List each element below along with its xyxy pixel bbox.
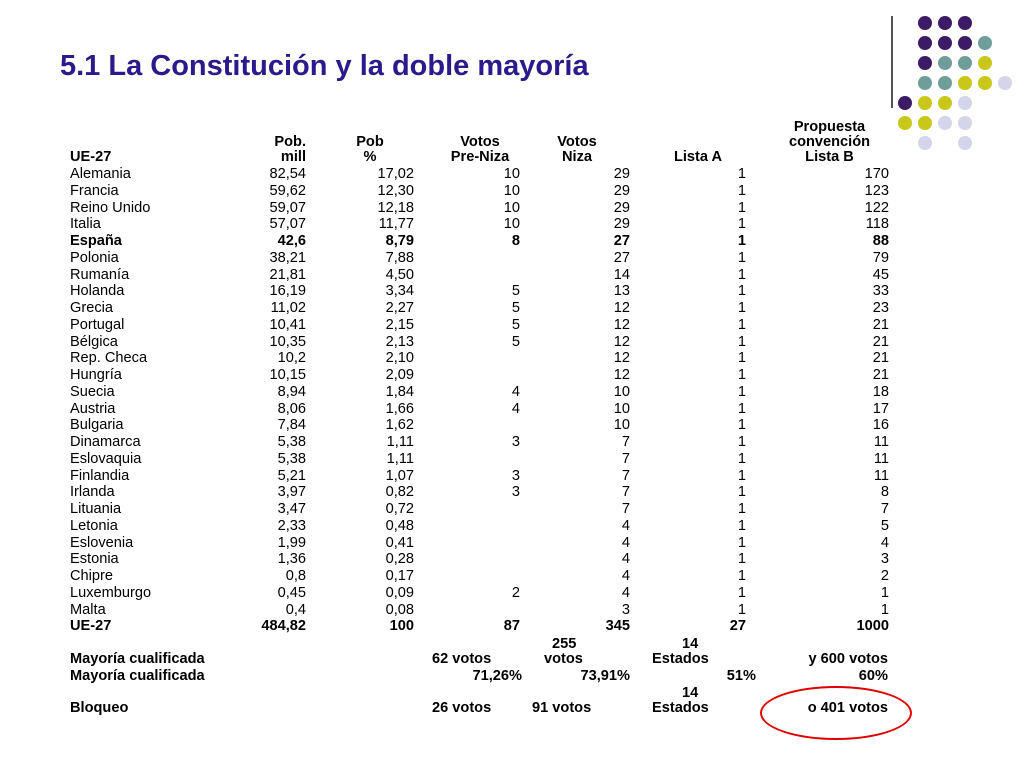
cell-votos-preniza <box>414 417 520 434</box>
cell-pob-mill: 3,97 <box>277 484 306 501</box>
decorative-dot <box>998 76 1012 90</box>
cell-pob-mill: 5,21 <box>277 467 306 484</box>
header-pob-mill: Pob. mill <box>274 134 306 165</box>
cell-votos-preniza: 4 <box>511 400 520 417</box>
cell-lista-b: 23 <box>872 300 889 316</box>
cell-lista-a: 1 <box>737 551 746 568</box>
decorative-dot <box>938 76 952 90</box>
cell-country: Dinamarca <box>70 434 141 450</box>
cell-country: Portugal <box>70 316 125 333</box>
table-row <box>70 183 889 200</box>
table-row <box>70 350 889 367</box>
cell-votos-preniza: 3 <box>511 434 520 450</box>
cell-votos-niza: 7 <box>621 484 630 501</box>
cell-pob-pct: 0,17 <box>385 568 414 584</box>
decorative-dot <box>938 16 952 30</box>
cell-country: Irlanda <box>70 484 115 501</box>
decorative-dot <box>978 56 992 70</box>
cell-country: Suecia <box>70 383 115 400</box>
cell-votos-preniza: 10 <box>503 182 520 199</box>
cell-pob-mill: 1,36 <box>277 551 306 568</box>
decorative-dot <box>918 96 932 110</box>
cell-votos-niza: 7 <box>621 450 630 467</box>
table-row <box>70 384 889 401</box>
table-row <box>70 602 889 619</box>
cell-votos-preniza: 8 <box>511 233 520 249</box>
cell-votos-preniza: 5 <box>511 316 520 333</box>
cell-votos-preniza <box>414 250 520 267</box>
cell-votos-niza: 14 <box>613 266 630 283</box>
cell-lista-b: 2 <box>880 568 889 584</box>
cell-country: Italia <box>70 216 101 233</box>
decorative-dot <box>918 116 932 130</box>
cell-country: Rumanía <box>70 266 130 283</box>
cell-votos-niza: 13 <box>613 283 630 300</box>
decorative-dot <box>898 96 912 110</box>
cell-pob-pct: 0,82 <box>385 484 414 501</box>
cell-pob-mill: 8,94 <box>277 383 306 400</box>
cell-country: Luxemburgo <box>70 584 152 601</box>
cell-lista-b: 122 <box>864 199 889 216</box>
decorative-dot <box>958 36 972 50</box>
header-pob-pct: Pob % <box>356 134 384 165</box>
cell-pob-mill: 21,81 <box>269 266 306 283</box>
cell-pob-pct: 0,09 <box>385 584 414 601</box>
cell-votos-preniza: 3 <box>511 467 520 484</box>
cell-votos-preniza <box>414 568 520 585</box>
cell-country: Malta <box>70 601 106 618</box>
summary-preniza: 71,26% <box>472 668 522 684</box>
cell-pob-pct: 1,11 <box>386 434 414 450</box>
cell-votos-niza: 4 <box>621 534 630 551</box>
cell-pob-mill: 38,21 <box>269 249 306 266</box>
cell-votos-preniza <box>414 267 520 284</box>
cell-votos-niza: 27 <box>613 249 630 266</box>
cell-lista-a: 1 <box>737 383 746 400</box>
cell-lista-a: 1 <box>737 300 746 316</box>
cell-lista-b: 1000 <box>856 618 889 635</box>
cell-votos-niza: 3 <box>621 601 630 618</box>
cell-lista-a: 1 <box>737 450 746 467</box>
cell-lista-b: 4 <box>880 534 889 551</box>
cell-country: Letonia <box>70 517 118 534</box>
table-header-row <box>70 120 889 166</box>
cell-pob-pct: 4,50 <box>385 266 414 283</box>
cell-lista-b: 7 <box>880 501 889 517</box>
decorative-dot <box>918 76 932 90</box>
cell-votos-preniza: 87 <box>503 618 520 635</box>
cell-pob-pct: 7,88 <box>385 249 414 266</box>
divider-line <box>891 16 893 108</box>
cell-pob-pct: 17,02 <box>377 166 414 182</box>
cell-votos-preniza: 5 <box>511 333 520 350</box>
cell-votos-niza: 4 <box>621 568 630 584</box>
decorative-dot <box>918 36 932 50</box>
cell-votos-preniza <box>414 602 520 619</box>
cell-pob-pct: 0,41 <box>385 534 414 551</box>
cell-country: España <box>70 233 122 249</box>
cell-pob-mill: 10,2 <box>277 350 306 367</box>
cell-pob-mill: 57,07 <box>269 216 306 233</box>
cell-pob-mill: 59,62 <box>269 182 306 199</box>
header-lista-b: Propuesta convención Lista B <box>788 119 871 165</box>
cell-votos-niza: 27 <box>613 233 630 249</box>
cell-pob-pct: 1,66 <box>385 400 414 417</box>
table-row <box>70 200 889 217</box>
decorative-dot <box>958 136 972 150</box>
cell-lista-a: 1 <box>737 568 746 584</box>
cell-votos-niza: 7 <box>621 501 630 517</box>
cell-pob-pct: 1,11 <box>386 450 414 467</box>
cell-lista-a: 1 <box>737 216 746 233</box>
cell-pob-mill: 484,82 <box>261 618 306 635</box>
cell-pob-pct: 0,08 <box>385 601 414 618</box>
table-row <box>70 518 889 535</box>
decorative-dot <box>918 136 932 150</box>
cell-lista-b: 21 <box>872 333 889 350</box>
decorative-dot <box>958 16 972 30</box>
cell-lista-a: 1 <box>737 584 746 601</box>
cell-lista-a: 1 <box>737 316 746 333</box>
table-row <box>70 334 889 351</box>
cell-pob-pct: 8,79 <box>385 233 414 249</box>
cell-lista-b: 45 <box>872 266 889 283</box>
cell-country: Francia <box>70 182 119 199</box>
cell-votos-niza: 4 <box>621 551 630 568</box>
cell-country: Eslovaquia <box>70 450 142 467</box>
table-row <box>70 166 889 183</box>
cell-lista-b: 118 <box>865 216 889 233</box>
cell-country: Austria <box>70 400 116 417</box>
table-row <box>70 367 889 384</box>
cell-votos-preniza <box>414 501 520 518</box>
decorative-dot <box>978 76 992 90</box>
decorative-dot <box>938 116 952 130</box>
cell-votos-niza: 345 <box>605 618 630 635</box>
cell-country: Finlandia <box>70 467 130 484</box>
cell-lista-a: 1 <box>737 350 746 367</box>
cell-pob-pct: 1,07 <box>385 467 414 484</box>
summary-lista-b: y 600 votos <box>808 651 888 667</box>
cell-lista-a: 1 <box>737 501 746 517</box>
summary-preniza: 26 votos <box>432 700 492 716</box>
cell-country: Alemania <box>70 166 131 182</box>
decorative-dot <box>918 16 932 30</box>
cell-lista-a: 1 <box>737 333 746 350</box>
decorative-dot <box>958 56 972 70</box>
cell-lista-b: 11 <box>873 434 889 450</box>
cell-votos-niza: 10 <box>613 400 630 417</box>
cell-lista-a: 1 <box>737 266 746 283</box>
cell-lista-a: 1 <box>737 434 746 450</box>
cell-lista-b: 170 <box>864 166 889 182</box>
cell-country: Rep. Checa <box>70 350 148 367</box>
cell-pob-pct: 100 <box>389 618 414 635</box>
table-row <box>70 568 889 585</box>
table-row <box>70 216 889 233</box>
table-row <box>70 434 889 451</box>
cell-country: Lituania <box>70 501 122 517</box>
cell-lista-b: 79 <box>872 249 889 266</box>
table-row <box>70 551 889 568</box>
cell-pob-mill: 8,06 <box>277 400 306 417</box>
cell-pob-pct: 2,10 <box>385 350 414 367</box>
summary-lista-a: 14 Estados <box>652 685 709 716</box>
cell-pob-mill: 82,54 <box>269 166 306 182</box>
cell-votos-preniza <box>414 535 520 552</box>
slide-title: 5.1 La Constitución y la doble mayoría <box>60 50 589 82</box>
table-row <box>70 535 889 552</box>
summary-label: Bloqueo <box>70 700 129 716</box>
cell-lista-a: 1 <box>737 199 746 216</box>
cell-lista-b: 123 <box>864 182 889 199</box>
cell-lista-a: 1 <box>737 166 746 182</box>
cell-pob-pct: 0,48 <box>385 517 414 534</box>
table-row <box>70 484 889 501</box>
summary-label: Mayoría cualificada <box>70 651 205 667</box>
cell-votos-niza: 4 <box>621 584 630 601</box>
cell-pob-pct: 2,15 <box>385 316 414 333</box>
table-row <box>70 417 889 434</box>
cell-pob-mill: 1,99 <box>277 534 306 551</box>
cell-votos-preniza: 10 <box>503 199 520 216</box>
cell-votos-niza: 12 <box>613 350 630 367</box>
table-row <box>70 250 889 267</box>
highlight-circle <box>760 686 912 740</box>
total-row <box>70 618 889 635</box>
cell-lista-a: 1 <box>737 417 746 434</box>
cell-pob-pct: 2,09 <box>385 367 414 383</box>
cell-pob-mill: 42,6 <box>277 233 306 249</box>
cell-pob-pct: 0,72 <box>385 501 414 517</box>
cell-votos-niza: 7 <box>621 467 630 484</box>
cell-votos-niza: 29 <box>613 199 630 216</box>
cell-lista-a: 1 <box>737 467 746 484</box>
cell-votos-niza: 4 <box>621 517 630 534</box>
cell-votos-preniza <box>414 451 520 468</box>
cell-pob-mill: 5,38 <box>277 450 306 467</box>
cell-lista-b: 16 <box>872 417 889 434</box>
cell-pob-pct: 1,84 <box>385 383 414 400</box>
summary-row-mayoria-votos <box>70 636 888 667</box>
cell-lista-b: 18 <box>872 383 889 400</box>
cell-lista-b: 21 <box>872 350 889 367</box>
cell-lista-b: 88 <box>872 233 889 249</box>
cell-votos-niza: 12 <box>613 333 630 350</box>
table-row <box>70 401 889 418</box>
cell-country: Chipre <box>70 568 113 584</box>
cell-votos-niza: 12 <box>613 316 630 333</box>
cell-pob-pct: 12,18 <box>377 199 414 216</box>
cell-lista-b: 1 <box>880 584 889 601</box>
header-lista-a: Lista A <box>673 149 723 165</box>
cell-votos-preniza: 2 <box>511 584 520 601</box>
cell-pob-mill: 10,41 <box>269 316 306 333</box>
decorative-dot <box>958 76 972 90</box>
summary-niza: 255 votos <box>544 636 583 667</box>
cell-lista-b: 33 <box>872 283 889 300</box>
decorative-dot <box>958 116 972 130</box>
cell-pob-mill: 0,8 <box>285 568 306 584</box>
cell-pob-mill: 2,33 <box>277 517 306 534</box>
cell-lista-b: 21 <box>872 367 889 383</box>
table-row <box>70 300 889 317</box>
cell-lista-a: 1 <box>737 249 746 266</box>
summary-lista-b: o 401 votos <box>807 700 888 716</box>
cell-lista-b: 11 <box>873 450 889 467</box>
cell-country: Polonia <box>70 249 119 266</box>
cell-country: Holanda <box>70 283 125 300</box>
table-row <box>70 468 889 485</box>
table-row <box>70 585 889 602</box>
cell-votos-niza: 12 <box>613 367 630 383</box>
cell-country: Eslovenia <box>70 534 134 551</box>
table-row <box>70 501 889 518</box>
cell-votos-preniza <box>414 350 520 367</box>
cell-country: Grecia <box>70 300 113 316</box>
cell-country: Bélgica <box>70 333 118 350</box>
cell-country: Estonia <box>70 551 119 568</box>
table-row <box>70 267 889 284</box>
decorative-dot <box>938 56 952 70</box>
cell-votos-preniza: 5 <box>511 300 520 316</box>
cell-votos-preniza: 10 <box>503 166 520 182</box>
cell-votos-preniza <box>414 551 520 568</box>
cell-votos-niza: 29 <box>613 216 630 233</box>
header-country: UE-27 <box>70 149 112 165</box>
decorative-dot <box>898 116 912 130</box>
cell-votos-niza: 29 <box>613 182 630 199</box>
summary-lista-a: 51% <box>726 668 756 684</box>
cell-lista-b: 1 <box>880 601 889 618</box>
cell-lista-a: 27 <box>729 618 746 635</box>
decorative-dot <box>978 36 992 50</box>
cell-pob-mill: 0,4 <box>285 601 306 618</box>
cell-votos-niza: 12 <box>613 300 630 316</box>
summary-preniza: 62 votos <box>432 651 492 667</box>
cell-votos-preniza <box>414 367 520 384</box>
cell-lista-a: 1 <box>737 534 746 551</box>
cell-votos-preniza: 10 <box>503 216 520 233</box>
summary-label: Mayoría cualificada <box>70 668 205 684</box>
cell-pob-mill: 10,15 <box>269 367 306 383</box>
table-row <box>70 451 889 468</box>
cell-lista-b: 21 <box>872 316 889 333</box>
cell-pob-mill: 59,07 <box>269 199 306 216</box>
cell-pob-mill: 10,35 <box>269 333 306 350</box>
summary-row-mayoria-pct <box>70 667 888 684</box>
header-votos-niza: Votos Niza <box>557 134 597 165</box>
cell-pob-pct: 2,13 <box>385 333 414 350</box>
cell-pob-pct: 3,34 <box>385 283 414 300</box>
cell-lista-b: 17 <box>872 400 889 417</box>
cell-lista-b: 5 <box>880 517 889 534</box>
cell-country: Hungría <box>70 367 122 383</box>
decorative-dot <box>918 56 932 70</box>
cell-pob-pct: 2,27 <box>385 300 414 316</box>
cell-lista-a: 1 <box>737 367 746 383</box>
population-votes-table <box>70 120 889 635</box>
table-row <box>70 233 889 250</box>
cell-country: Reino Unido <box>70 199 151 216</box>
cell-pob-mill: 5,38 <box>277 434 306 450</box>
cell-pob-pct: 11,77 <box>378 216 414 233</box>
cell-lista-a: 1 <box>737 283 746 300</box>
cell-votos-niza: 7 <box>621 434 630 450</box>
decorative-dot <box>938 36 952 50</box>
cell-pob-pct: 1,62 <box>385 417 414 434</box>
decorative-dot <box>938 96 952 110</box>
cell-pob-pct: 0,28 <box>385 551 414 568</box>
cell-lista-b: 3 <box>880 551 889 568</box>
cell-lista-a: 1 <box>737 601 746 618</box>
table-row <box>70 283 889 300</box>
cell-country: UE-27 <box>70 618 112 635</box>
cell-country: Bulgaria <box>70 417 124 434</box>
summary-niza: 73,91% <box>580 668 630 684</box>
summary-lista-b: 60% <box>858 668 888 684</box>
cell-lista-b: 8 <box>880 484 889 501</box>
cell-votos-preniza <box>414 518 520 535</box>
cell-pob-mill: 7,84 <box>277 417 306 434</box>
cell-lista-b: 11 <box>873 467 889 484</box>
cell-lista-a: 1 <box>737 400 746 417</box>
table-row <box>70 317 889 334</box>
cell-votos-niza: 10 <box>613 383 630 400</box>
summary-lista-a: 14 Estados <box>652 636 709 667</box>
cell-votos-niza: 10 <box>613 417 630 434</box>
cell-pob-mill: 3,47 <box>277 501 306 517</box>
cell-lista-a: 1 <box>737 182 746 199</box>
cell-pob-mill: 11,02 <box>270 300 306 316</box>
decorative-dot <box>958 96 972 110</box>
cell-lista-a: 1 <box>737 484 746 501</box>
cell-lista-a: 1 <box>737 233 746 249</box>
cell-votos-niza: 29 <box>613 166 630 182</box>
header-votos-preniza: Votos Pre-Niza <box>450 134 510 165</box>
cell-pob-pct: 12,30 <box>377 182 414 199</box>
cell-votos-preniza: 3 <box>511 484 520 501</box>
cell-pob-mill: 0,45 <box>277 584 306 601</box>
cell-votos-preniza: 4 <box>511 383 520 400</box>
cell-votos-preniza: 5 <box>511 283 520 300</box>
cell-lista-a: 1 <box>737 517 746 534</box>
cell-pob-mill: 16,19 <box>269 283 306 300</box>
summary-niza: 91 votos <box>532 700 592 716</box>
